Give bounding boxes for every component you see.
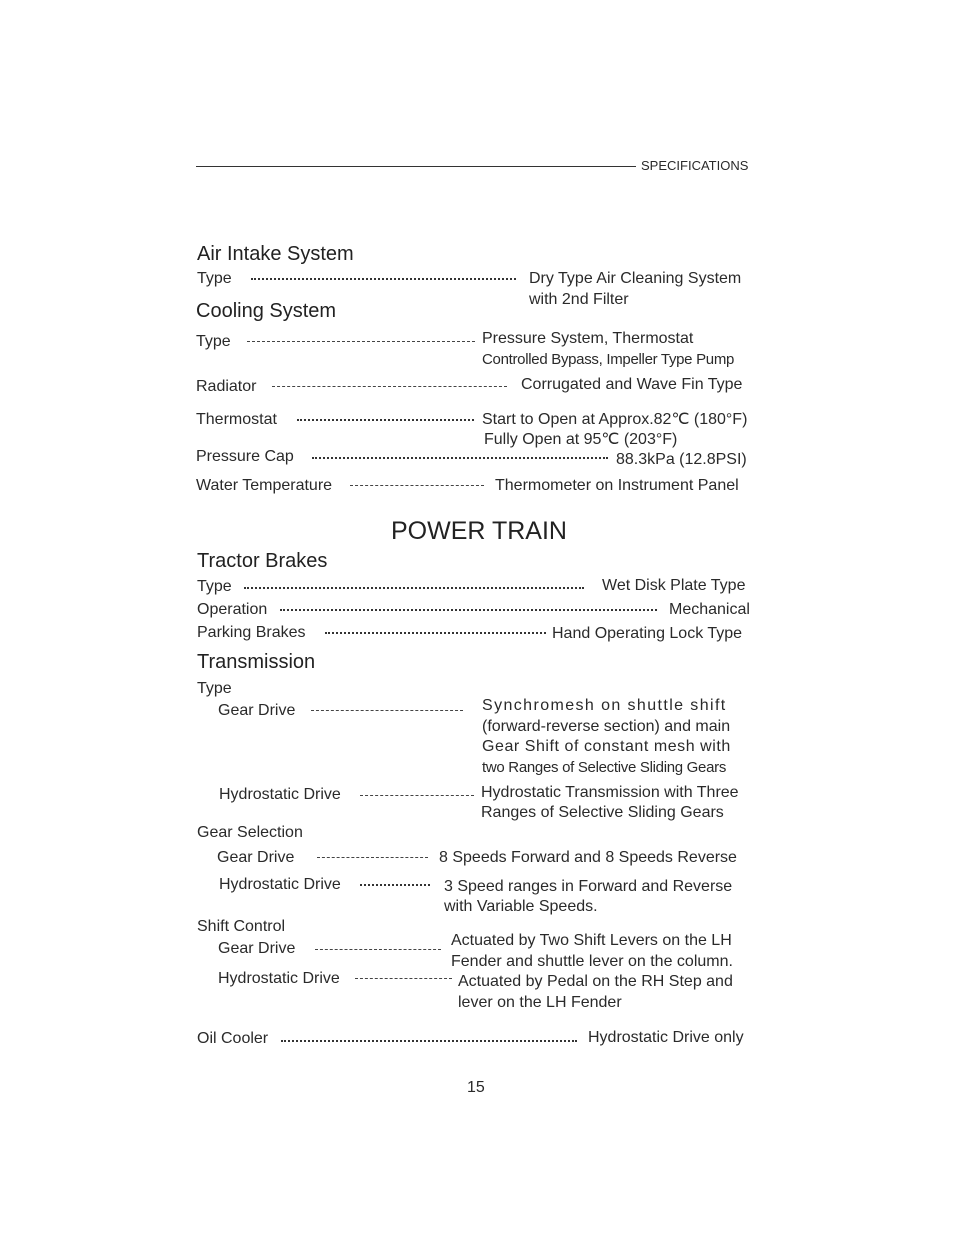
radiator-value: Corrugated and Wave Fin Type [521,376,743,393]
gs-hydro-drive-value-2: with Variable Speeds. [444,898,598,915]
oil-cooler-label: Oil Cooler [197,1030,269,1047]
leader-line [315,949,441,950]
header-rule [196,166,636,167]
page-number: 15 [467,1079,485,1096]
section-header: SPECIFICATIONS [641,158,749,173]
brakes-type-label: Type [197,578,232,595]
gear-drive-value-2: (forward-reverse section) and main [482,718,731,735]
leader-line [325,632,546,634]
transmission-title: Transmission [197,651,316,673]
pressure-cap-value: 88.3kPa (12.8PSI) [616,451,747,468]
cooling-type-value-2: Controlled Bypass, Impeller Type Pump [482,351,735,368]
gear-drive-value-3: Gear Shift of constant mesh with [482,738,731,755]
water-temp-label: Water Temperature [196,477,333,494]
cooling-type-value: Pressure System, Thermostat [482,330,694,347]
leader-line [311,710,463,711]
cooling-title: Cooling System [196,300,337,322]
gs-gear-drive-label: Gear Drive [217,849,295,866]
power-train-heading: POWER TRAIN [391,517,567,545]
oil-cooler-value: Hydrostatic Drive only [588,1029,744,1046]
sc-gear-drive-value-2: Fender and shuttle lever on the column. [451,953,733,970]
gear-drive-value: Synchromesh on shuttle shift [482,697,727,714]
gear-drive-value-4: two Ranges of Selective Sliding Gears [482,759,727,776]
air-intake-title: Air Intake System [197,243,354,265]
air-intake-type-label: Type [197,270,232,287]
brakes-operation-label: Operation [197,601,268,618]
gs-hydro-drive-value: 3 Speed ranges in Forward and Reverse [444,878,733,895]
gs-hydro-drive-label: Hydrostatic Drive [219,876,341,893]
leader-line [297,419,474,421]
thermostat-value: Start to Open at Approx.82℃ (180°F) [482,411,748,428]
cooling-type-label: Type [196,333,231,350]
leader-line [280,609,657,611]
leader-line [312,457,608,459]
leader-line [244,587,584,589]
sc-hydro-drive-value-2: lever on the LH Fender [458,994,622,1011]
transmission-type-label: Type [197,680,232,697]
shift-control-label: Shift Control [197,918,286,935]
leader-line [247,341,475,342]
sc-hydro-drive-label: Hydrostatic Drive [218,970,340,987]
brakes-type-value: Wet Disk Plate Type [602,577,746,594]
sc-gear-drive-value: Actuated by Two Shift Levers on the LH [451,932,732,949]
parking-brakes-label: Parking Brakes [197,624,306,641]
leader-line [355,978,452,979]
sc-hydro-drive-value: Actuated by Pedal on the RH Step and [458,973,733,990]
thermostat-value-2: Fully Open at 95℃ (203°F) [484,431,678,448]
gear-selection-label: Gear Selection [197,824,303,841]
leader-line [272,386,507,387]
radiator-label: Radiator [196,378,257,395]
parking-brakes-value: Hand Operating Lock Type [552,625,743,642]
hydro-drive-value-2: Ranges of Selective Sliding Gears [481,804,724,821]
brakes-operation-value: Mechanical [669,601,750,618]
air-intake-type-value: Dry Type Air Cleaning System [529,270,742,287]
pressure-cap-label: Pressure Cap [196,448,294,465]
water-temp-value: Thermometer on Instrument Panel [495,477,739,494]
leader-line [350,485,484,486]
hydro-drive-value: Hydrostatic Transmission with Three [481,784,739,801]
leader-line [281,1040,577,1042]
hydro-drive-label: Hydrostatic Drive [219,786,341,803]
leader-line [317,857,428,858]
sc-gear-drive-label: Gear Drive [218,940,296,957]
leader-line [360,884,430,886]
brakes-title: Tractor Brakes [197,550,328,572]
gear-drive-label: Gear Drive [218,702,296,719]
leader-line [251,278,516,280]
leader-line [360,795,474,796]
gs-gear-drive-value: 8 Speeds Forward and 8 Speeds Reverse [439,849,737,866]
air-intake-type-value-2: with 2nd Filter [529,291,629,308]
thermostat-label: Thermostat [196,411,277,428]
